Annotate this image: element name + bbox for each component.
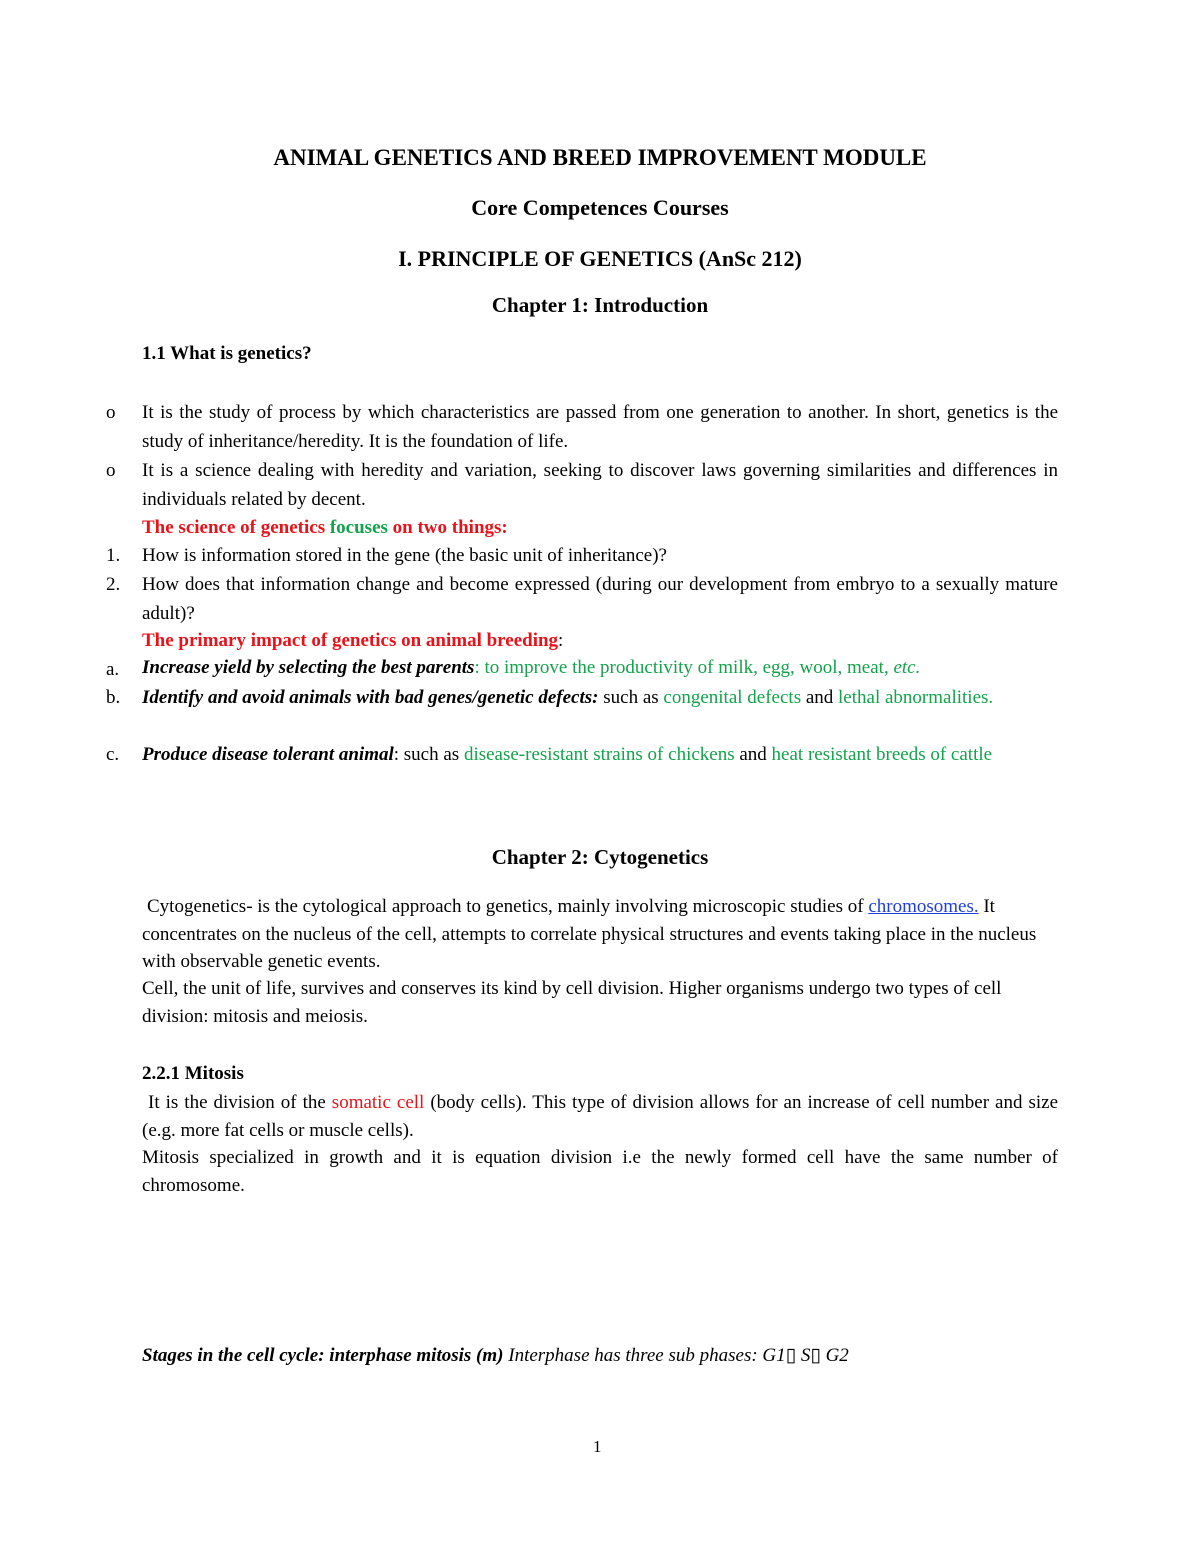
- focus-part-2: focuses: [329, 517, 388, 538]
- impact-c-green2: heat resistant breeds of cattle: [771, 744, 993, 765]
- document-subtitle: Core Competences Courses: [471, 195, 729, 220]
- document-title: ANIMAL GENETICS AND BREED IMPROVEMENT MODULE: [273, 145, 927, 170]
- intro-text-b: It concentrates on the nucleus of the cell, attempts to correlate physical structures and events taking place in the nucleus with observable genetic events.: [142, 896, 1037, 972]
- impact-a-etc: etc.: [893, 657, 921, 678]
- bullet-marker: o: [106, 460, 116, 481]
- cytogenetics-intro: [142, 893, 1058, 976]
- somatic-cell-term: somatic cell: [331, 1092, 425, 1113]
- impact-b-green2: lethal abnormalities.: [838, 687, 994, 708]
- impact-a-lead: Increase yield by selecting the best parents: [142, 657, 475, 678]
- mitosis-growth: Mitosis specialized in growth and it is equation division i.e the newly formed cell have the same number of chromosome.: [142, 1147, 1058, 1196]
- impact-c-mid1: such as: [403, 744, 460, 765]
- impact-item-b: [142, 684, 1058, 713]
- impact-b-mid2: and: [805, 687, 834, 708]
- impact-marker-b: b.: [106, 687, 121, 708]
- numbered-item-1: How is information stored in the gene (the basic unit of inheritance)?: [142, 545, 667, 566]
- mitosis-text-a: It is the division of the: [148, 1092, 326, 1113]
- page-number: 1: [593, 1437, 602, 1456]
- impact-heading: [142, 629, 563, 653]
- impact-marker-c: c.: [106, 744, 120, 765]
- impact-c-sep: :: [393, 744, 400, 765]
- impact-a-sep: :: [474, 657, 480, 678]
- intro-text-a: Cytogenetics- is the cytological approach to genetics, mainly involving microscopic studies of: [147, 896, 864, 917]
- impact-c-green1: disease-resistant strains of chickens: [463, 744, 735, 765]
- cell-cycle-stages: [142, 1344, 849, 1368]
- impact-a-detail: to improve the productivity of milk, egg, wool, meat,: [484, 657, 889, 678]
- numbered-marker-2: 2.: [106, 574, 121, 595]
- impact-item-a: [142, 656, 920, 680]
- impact-b-green1: congenital defects: [663, 687, 802, 708]
- course-title: I. PRINCIPLE OF GENETICS (AnSc 212): [398, 246, 802, 271]
- stages-bold: Stages in the cell cycle: interphase mitosis (m): [142, 1345, 504, 1366]
- focus-heading: [142, 516, 508, 540]
- chromosomes-link[interactable]: chromosomes.: [868, 896, 979, 917]
- mitosis-definition: [142, 1089, 1058, 1144]
- chapter1-heading: Chapter 1: Introduction: [491, 293, 709, 317]
- chapter2-heading: Chapter 2: Cytogenetics: [491, 845, 709, 869]
- numbered-item-2: How does that information change and become expressed (during our development from embryo to a sexually mature adult)?: [142, 574, 1058, 624]
- cell-division-paragraph: Cell, the unit of life, survives and conserves its kind by cell division. Higher organisms undergo two types of cell division: mitosis and meiosis.: [142, 978, 1002, 1027]
- impact-b-mid1: such as: [603, 687, 659, 708]
- impact-heading-text: The primary impact of genetics on animal breeding: [142, 630, 559, 651]
- impact-heading-colon: :: [558, 630, 564, 651]
- impact-c-lead: Produce disease tolerant animal: [142, 744, 394, 765]
- numbered-marker-1: 1.: [106, 545, 121, 566]
- impact-item-c: [142, 741, 1058, 770]
- mitosis-heading: 2.2.1 Mitosis: [142, 1063, 244, 1084]
- bullet-marker: o: [106, 402, 116, 423]
- impact-marker-a: a.: [106, 659, 120, 680]
- focus-part-1: The science of genetics: [142, 517, 326, 538]
- focus-part-3: on two things:: [392, 517, 508, 538]
- stages-italic: Interphase has three sub phases: G1▯ S▯ G2: [508, 1345, 849, 1366]
- section-what-is-genetics: 1.1 What is genetics?: [142, 343, 312, 364]
- impact-b-lead: Identify and avoid animals with bad genes/genetic defects:: [142, 687, 599, 708]
- mitosis-text-b: (body cells). This type of division allows for an increase of cell number and size (e.g. more fat cells or muscle cells).: [142, 1092, 1059, 1141]
- impact-c-mid2: and: [739, 744, 767, 765]
- bullet-definition-2: It is a science dealing with heredity and variation, seeking to discover laws governing similarities and differences in individuals related by decent.: [142, 460, 1058, 510]
- bullet-definition-1: It is the study of process by which characteristics are passed from one generation to another. In short, genetics is the study of inheritance/heredity. It is the foundation of life.: [142, 402, 1058, 452]
